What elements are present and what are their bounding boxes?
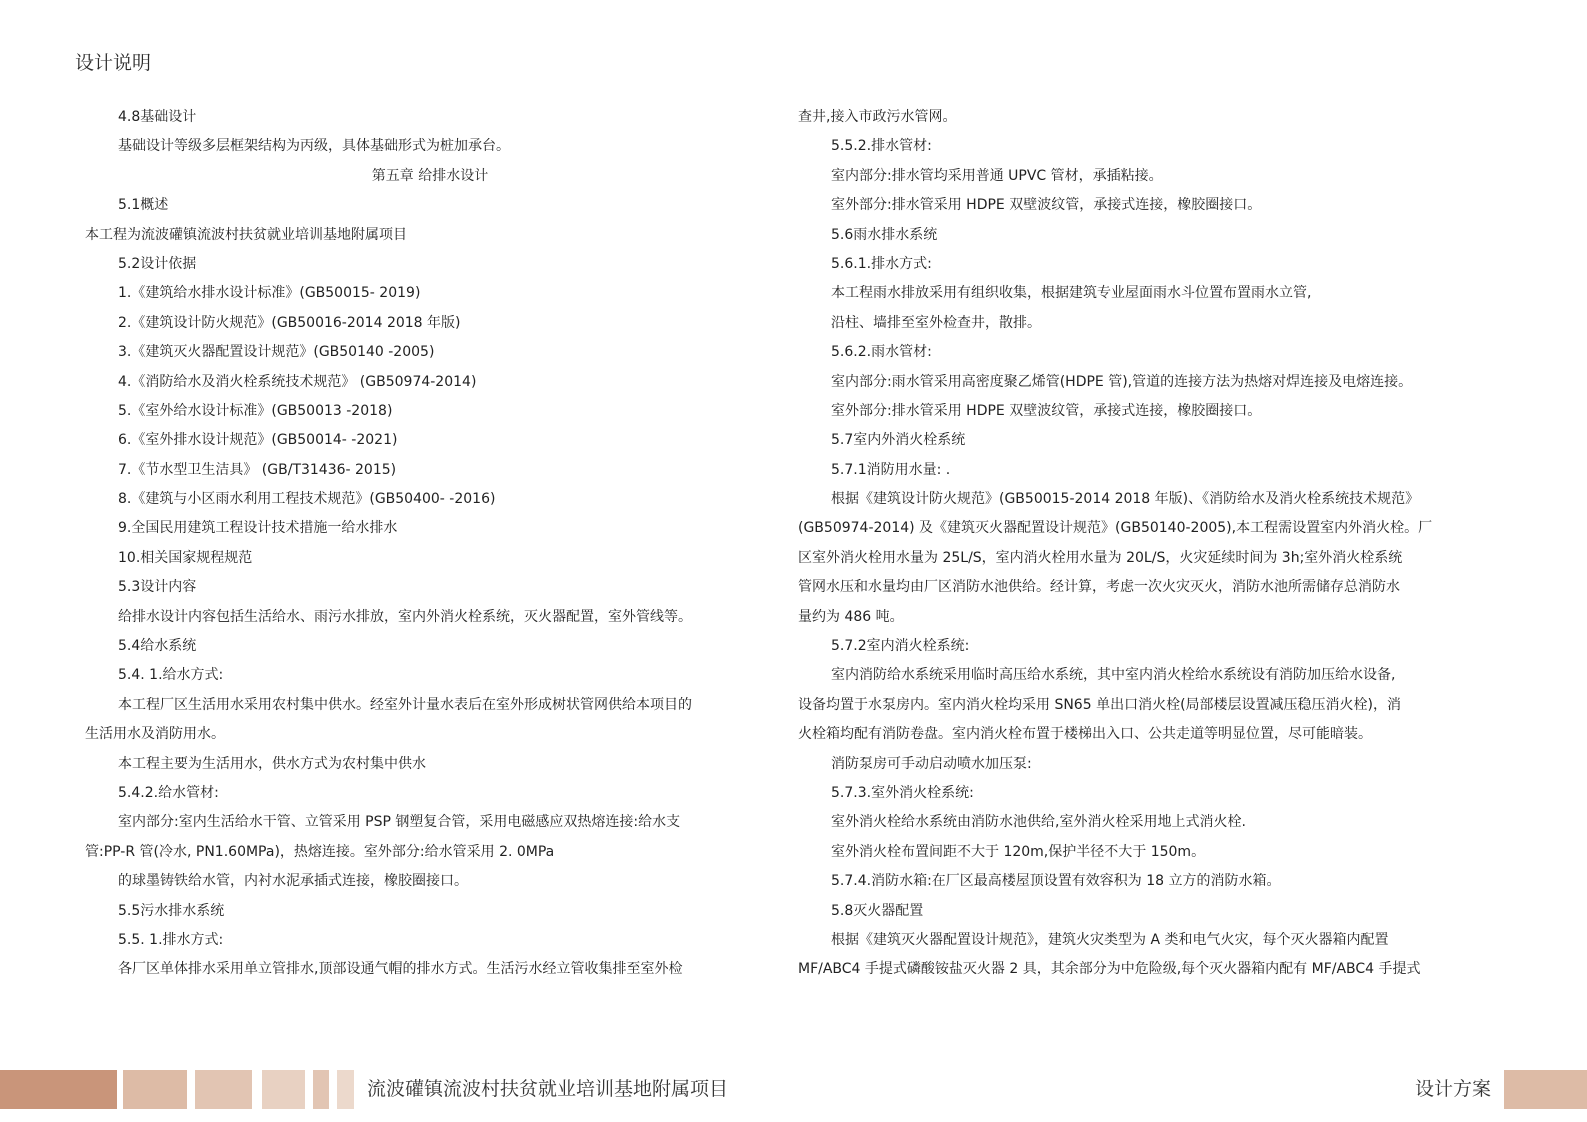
text-line: 1.《建筑给水排水设计标准》(GB50015- 2019) [118,285,421,302]
text-line: MF/ABC4 手提式磷酸铵盐灭火器 2 具，其余部分为中危险级,每个灭火器箱内配有 MF/ABC4 手提式 [798,961,1421,978]
text-line: 5.6.2.雨水管材: [831,344,932,361]
text-line: 本工程为流波礶镇流波村扶贫就业培训基地附属项目 [85,226,407,243]
text-line: 根据《建筑灭火器配置设计规范》，建筑火灾类型为 A 类和电气火灾，每个灭火器箱内配置 [831,931,1389,948]
footer-stripe [337,1070,354,1109]
text-line: 5.4. 1.给水方式: [118,667,224,684]
footer-stripe [123,1070,187,1109]
text-line: 设备均置于水泵房内。室内消火栓均采用 SN65 单出口消火栓(局部楼层设置减压稳压消火栓)，消 [798,696,1401,713]
text-line: 基础设计等级多层框架结构为丙级，具体基础形式为桩加承台。 [118,138,510,155]
text-line: 5.4给水系统 [118,638,197,655]
text-line: 4.8基础设计 [118,109,197,125]
footer-section-label: 设计方案 [1415,1078,1492,1100]
text-line: 2.《建筑设计防火规范》(GB50016-2014 2018 年版) [118,314,461,331]
text-line: 室内部分:排水管均采用普通 UPVC 管材，承插粘接。 [831,167,1163,184]
text-line: 管网水压和水量均由厂区消防水池供给。经计算，考虑一次火灾灭火，消防水池所需储存总消防水 [798,579,1400,596]
text-line: 5.7.1消防用水量: . [831,461,951,478]
text-line: 室内部分:雨水管采用高密度聚乙烯管(HDPE 管),管道的连接方法为热熔对焊连接及电熔连接。 [831,373,1413,390]
text-line: 火栓箱均配有消防卷盘。室内消火栓布置于楼梯出入口、公共走道等明显位置，尽可能暗装。 [798,726,1372,743]
text-line: 9.全国民用建筑工程设计技术措施一给水排水 [118,520,398,537]
footer-bar [0,1066,1587,1109]
text-line: 5.7.3.室外消火栓系统: [831,784,974,801]
text-line: 10.相关国家规程规范 [118,549,253,566]
text-line: 5.6.1.排水方式: [831,255,932,272]
text-line: (GB50974-2014) 及《建筑灭火器配置设计规范》(GB50140-2005),本工程需设置室内外消火栓。厂 [798,520,1433,537]
text-line: 查井,接入市政污水管网。 [798,109,957,125]
text-line: 消防泵房可手动启动喷水加压泵: [831,755,1032,772]
text-line: 室内消防给水系统采用临时高压给水系统，其中室内消火栓给水系统设有消防加压给水设备, [831,667,1396,684]
right-text-column [798,103,1498,985]
text-line: 5.7.2室内消火栓系统: [831,638,970,655]
text-line: 8.《建筑与小区雨水利用工程技术规范》(GB50400- -2016) [118,491,496,508]
text-line: 5.4.2.给水管材: [118,784,219,801]
text-line: 根据《建筑设计防火规范》(GB50015-2014 2018 年版)、《消防给水及消火栓系统技术规范》 [831,491,1420,508]
text-line: 室外部分:排水管采用 HDPE 双壁波纹管，承接式连接，橡胶圈接口。 [831,402,1262,419]
text-line: 5.5.2.排水管材: [831,138,932,155]
text-line: 5.3设计内容 [118,579,197,596]
text-line: 4.《消防给水及消火栓系统技术规范》 (GB50974-2014) [118,373,477,390]
text-line: 沿柱、墙排至室外检查井，散排。 [831,314,1041,331]
text-line: 区室外消火栓用水量为 25L/S，室内消火栓用水量为 20L/S，火灾延续时间为 3h;室外消火栓系统 [798,549,1403,566]
text-line: 生活用水及消防用水。 [85,726,225,743]
footer-stripe [195,1070,252,1109]
footer-stripe [1504,1070,1587,1109]
footer-stripe [262,1070,305,1109]
text-line: 各厂区单体排水采用单立管排水,顶部设通气帽的排水方式。生活污水经立管收集排至室外检 [118,961,683,978]
left-text-column [85,103,775,985]
footer-project-name: 流波礶镇流波村扶贫就业培训基地附属项目 [367,1078,729,1100]
text-line: 的球墨铸铁给水管，内衬水泥承插式连接，橡胶圈接口。 [118,873,468,890]
text-line: 5.7室内外消火栓系统 [831,432,966,449]
text-line: 5.《室外给水设计标准》(GB50013 -2018) [118,402,393,419]
text-line: 本工程厂区生活用水采用农村集中供水。经室外计量水表后在室外形成树状管网供给本项目的 [118,696,692,713]
text-line: 5.7.4.消防水箱:在厂区最高楼屋顶设置有效容积为 18 立方的消防水箱。 [831,873,1281,890]
text-line: 室外消火栓给水系统由消防水池供给,室外消火栓采用地上式消火栓. [831,814,1246,831]
text-line: 5.8灭火器配置 [831,902,924,919]
text-line: 量约为 486 吨。 [798,608,904,625]
text-line: 给排水设计内容包括生活给水、雨污水排放，室内外消火栓系统，灭火器配置，室外管线等。 [118,608,692,625]
text-line: 5.5. 1.排水方式: [118,931,224,948]
text-line: 5.6雨水排水系统 [831,226,938,243]
text-line: 室内部分:室内生活给水干管、立管采用 PSP 钢塑复合管，采用电磁感应双热熔连接:给水支 [118,814,681,831]
text-line: 本工程雨水排放采用有组织收集，根据建筑专业屋面雨水斗位置布置雨水立管, [831,285,1312,302]
text-line: 室外部分:排水管采用 HDPE 双壁波纹管，承接式连接，橡胶圈接口。 [831,197,1262,214]
page-title: 设计说明 [75,52,152,74]
footer-stripe [0,1070,117,1109]
text-line: 管:PP-R 管(冷水, PN1.60MPa)，热熔连接。室外部分:给水管采用 2. 0MPa [85,843,555,860]
text-line: 本工程主要为生活用水，供水方式为农村集中供水 [118,755,426,772]
text-line: 5.1概述 [118,197,169,214]
text-line: 7.《节水型卫生洁具》 (GB/T31436- 2015) [118,461,397,478]
footer-stripe [313,1070,329,1109]
text-line: 室外消火栓布置间距不大于 120m,保护半径不大于 150m。 [831,843,1206,860]
chapter-heading: 第五章 给排水设计 [371,167,489,184]
text-line: 6.《室外排水设计规范》(GB50014- -2021) [118,432,398,449]
text-line: 5.5污水排水系统 [118,902,225,919]
text-line: 5.2设计依据 [118,255,197,272]
text-line: 3.《建筑灭火器配置设计规范》(GB50140 -2005) [118,344,435,361]
